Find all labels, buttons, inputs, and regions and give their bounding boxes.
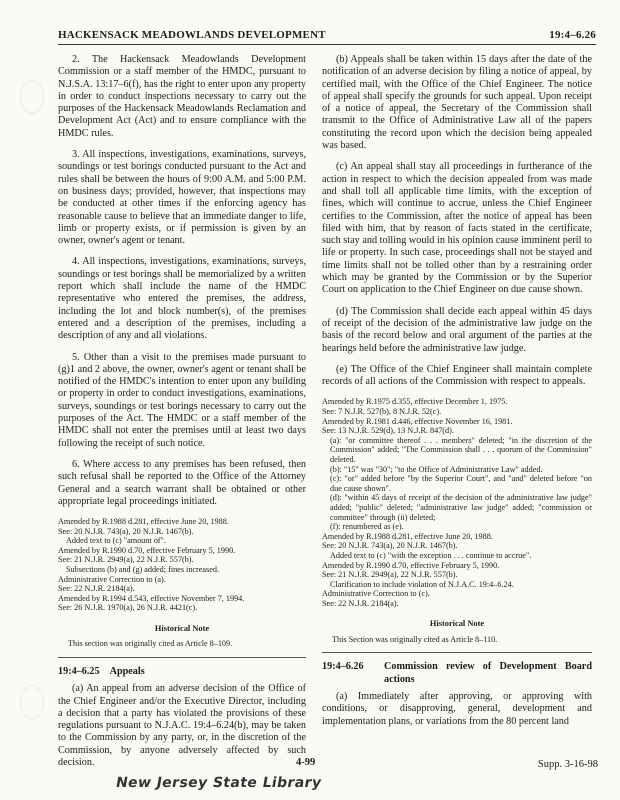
amendment-line: See: 26 N.J.R. 1970(a), 26 N.J.R. 4421(c). <box>58 603 198 613</box>
amendment-line: (a): "or committee thereof . . . members" deleted; "in the discretion of the Commission" added; "The Commission shall . . . quorum of the Commission" deleted. <box>330 435 592 464</box>
paragraph-appeals-b: (b) Appeals shall be taken within 15 days after the date of the notification of an adverse decision by filing a notice of appeal, by certified mail, with the Office of the Chief Engineer. The notice of appeal shall specify the grounds for such appeal. Upon receipt of a notice of appeal, the Secretary of the Commission shall transmit to the Office of Administrative Law all of the papers constituting the record upon which the decision being appealed was based. <box>322 54 592 152</box>
paragraph-g3: 3. All inspections, investigations, examinations, surveys, soundings or test borings conducted pursuant to the Act and rules shall be between the hours of 9:00 A.M. and 5:00 P.M. on business days; provided, however, that inspections may be conducted at other times if the enforcing agency has reasonable cause to believe that an immediate danger to life, limb or property exists, or if permission is given by an owner, owner's agent or tenant. <box>58 149 306 247</box>
historical-note-heading: Historical Note <box>429 619 485 629</box>
section-divider <box>58 657 306 658</box>
right-column <box>322 54 592 737</box>
amendment-line: (d): "within 45 days of receipt of the decision of the administrative law judge" added; "public" deleted; "administrative law judge" added; "commission or committee" through (ii) deleted; <box>330 493 592 522</box>
historical-note-text: This Section was originally cited as Article 8–110. <box>332 634 498 644</box>
amendment-line: See: 7 N.J.R. 527(b), 8 N.J.R. 52(c). <box>322 407 442 417</box>
punch-hole-mark <box>20 80 44 114</box>
section-heading <box>58 666 306 678</box>
paragraph-g6: 6. Where access to any premises has been refused, then such refusal shall be reported to the Office of the Attorney General and a search warrant shall be obtained or other appropriate legal proceedings initiated. <box>58 458 306 507</box>
section-title: Appeals <box>109 665 145 677</box>
page-number: 4-99 <box>296 757 316 768</box>
paragraph-appeals-e: (e) The Office of the Chief Engineer shall maintain complete records of all actions of the Commission with respect to appeals. <box>322 363 592 388</box>
amendment-line: See: 20 N.J.R. 743(a), 20 N.J.R. 1467(b). <box>58 526 194 536</box>
punch-hole-mark <box>20 685 44 719</box>
amendment-line: Subsections (b) and (g) added; fines increased. <box>66 565 220 575</box>
amendment-line: See: 21 N.J.R. 2949(a), 22 N.J.R. 557(b). <box>58 555 194 565</box>
section-divider <box>322 652 592 653</box>
paragraph-appeals-d: (d) The Commission shall decide each appeal within 45 days of receipt of the decision of the administrative law judge on the basis of the record below and oral argument of the parties at the hearings held before the administrative law judge. <box>322 305 592 354</box>
paragraph-g4: 4. All inspections, investigations, examinations, surveys, soundings or test borings shall be memorialized by a written report which shall include the name of the HMDC representative who entered the premises, the address, including the lot and block number(s), of the premises entered and a description of the premises, including a description of any and all violations. <box>58 256 306 342</box>
section-number: 19:4–6.26 <box>322 661 364 673</box>
header-title: HACKENSACK MEADOWLANDS DEVELOPMENT <box>58 29 326 41</box>
amendment-line: Amended by R.1990 d.70, effective February 5, 1990. <box>322 560 500 570</box>
amendment-line: Added text to (c) "amount of". <box>66 536 166 546</box>
paragraph-g5: 5. Other than a visit to the premises made pursuant to (g)1 and 2 above, the owner, owner's agent or tenant shall be notified of the HMDC's intention to enter upon any building or property in order to conduct investigations, examinations, surveys, soundings or test borings necessary to carry out the purposes of the Act. The HMDC or a staff member of the HMDC shall not enter the premises until at least two days following the receipt of such notice. <box>58 351 306 449</box>
header-section-number: 19:4–6.26 <box>549 29 596 41</box>
amendment-line: (c): "or" added before "by the Superior Court", and "and" deleted before "on due cause shown". <box>330 474 592 493</box>
section-title: Commission review of Development Board actions <box>384 661 592 685</box>
running-header <box>58 29 596 45</box>
amendment-line: (f): renumbered as (e). <box>330 522 404 532</box>
section-number: 19:4–6.25 <box>58 665 100 677</box>
supplement-date: Supp. 3-16-98 <box>537 759 598 770</box>
amendment-line: Amended by R.1994 d.543, effective November 7, 1994. <box>58 593 245 603</box>
amendment-history <box>58 517 306 613</box>
section-heading <box>322 661 592 686</box>
paragraph-g2: 2. The Hackensack Meadowlands Development Commission or a staff member of the HMDC, pursuant to N.J.S.A. 13:17–6(f), has the right to enter upon any property in order to conduct inspections necessary to carry out the purposes of the Hackensack Meadowlands Reclamation and Development Act (Act) and to ensure compliance with the HMDC rules. <box>58 54 306 139</box>
amendment-line: Amended by R.1990 d.70, effective February 5, 1990. <box>58 545 236 555</box>
paragraph-appeals-c: (c) An appeal shall stay all proceedings in furtherance of the action in respect to which the decision appealed from was made and shall toll all applicable time limits, with the exception of fines, which will continue to accrue, unless the Chief Engineer certifies to the Commission, after the notice of appeal has been filed with him, that by reason of facts stated in the certificate, such stay and tolling would in his opinion cause imminent peril to life or property. In such case, proceedings shall not be stayed and time limits shall not be tolled other than by a restraining order which may be granted by the Commission or by the Superior Court on application to the Chief Engineer on due cause shown. <box>322 161 592 296</box>
amendment-history <box>322 397 592 608</box>
amendment-line: See: 21 N.J.R. 2949(a), 22 N.J.R. 557(b). <box>322 570 458 580</box>
amendment-line: Amended by R.1988 d.281, effective June 20, 1988. <box>322 531 493 541</box>
amendment-line: See: 13 N.J.R. 529(d), 13 N.J.R. 847(d). <box>322 426 454 436</box>
amendment-line: Administrative Correction to (c). <box>322 589 430 599</box>
library-stamp: New Jersey State Library <box>114 775 323 791</box>
amendment-line: Administrative Correction to (a). <box>58 574 166 584</box>
amendment-line: (b): "15" was "30"; "to the Office of Administrative Law" added. <box>330 464 543 474</box>
historical-note-heading: Historical Note <box>154 624 210 634</box>
amendment-line: See: 22 N.J.R. 2184(a). <box>322 598 399 608</box>
paragraph-appeals-a: (a) An appeal from an adverse decision of the Office of the Chief Engineer and/or the Executive Director, including a decision that a party has violated the provisions of these regulations pursuant to N.J.A.C. 19:4–6.24(b), may be taken to the Commission by any party, or, in the discretion of the Commission, by anyone adversely affected by such decision. <box>58 683 306 768</box>
left-column <box>58 54 306 778</box>
paragraph-review-a: (a) Immediately after approving, or approving with conditions, or disapproving, general, development and implementation plans, or variations from the 80 percent land <box>322 690 592 727</box>
amendment-line: Amended by R.1975 d.355, effective December 1, 1975. <box>322 397 508 407</box>
amendment-line: See: 22 N.J.R. 2184(a). <box>58 584 135 594</box>
amendment-line: See: 20 N.J.R. 743(a), 20 N.J.R. 1467(b). <box>322 541 458 551</box>
amendment-line: Amended by R.1981 d.446, effective November 16, 1981. <box>322 416 513 426</box>
amendment-line: Amended by R.1988 d.281, effective June 20, 1988. <box>58 517 229 527</box>
amendment-line: Added text to (c) "with the exception . . . continue to accrue". <box>330 550 532 560</box>
historical-note-text: This section was originally cited as Article 8–109. <box>68 639 233 649</box>
amendment-line: Clarification to include violation of N.J.A.C. 19:4–6.24. <box>330 579 514 589</box>
